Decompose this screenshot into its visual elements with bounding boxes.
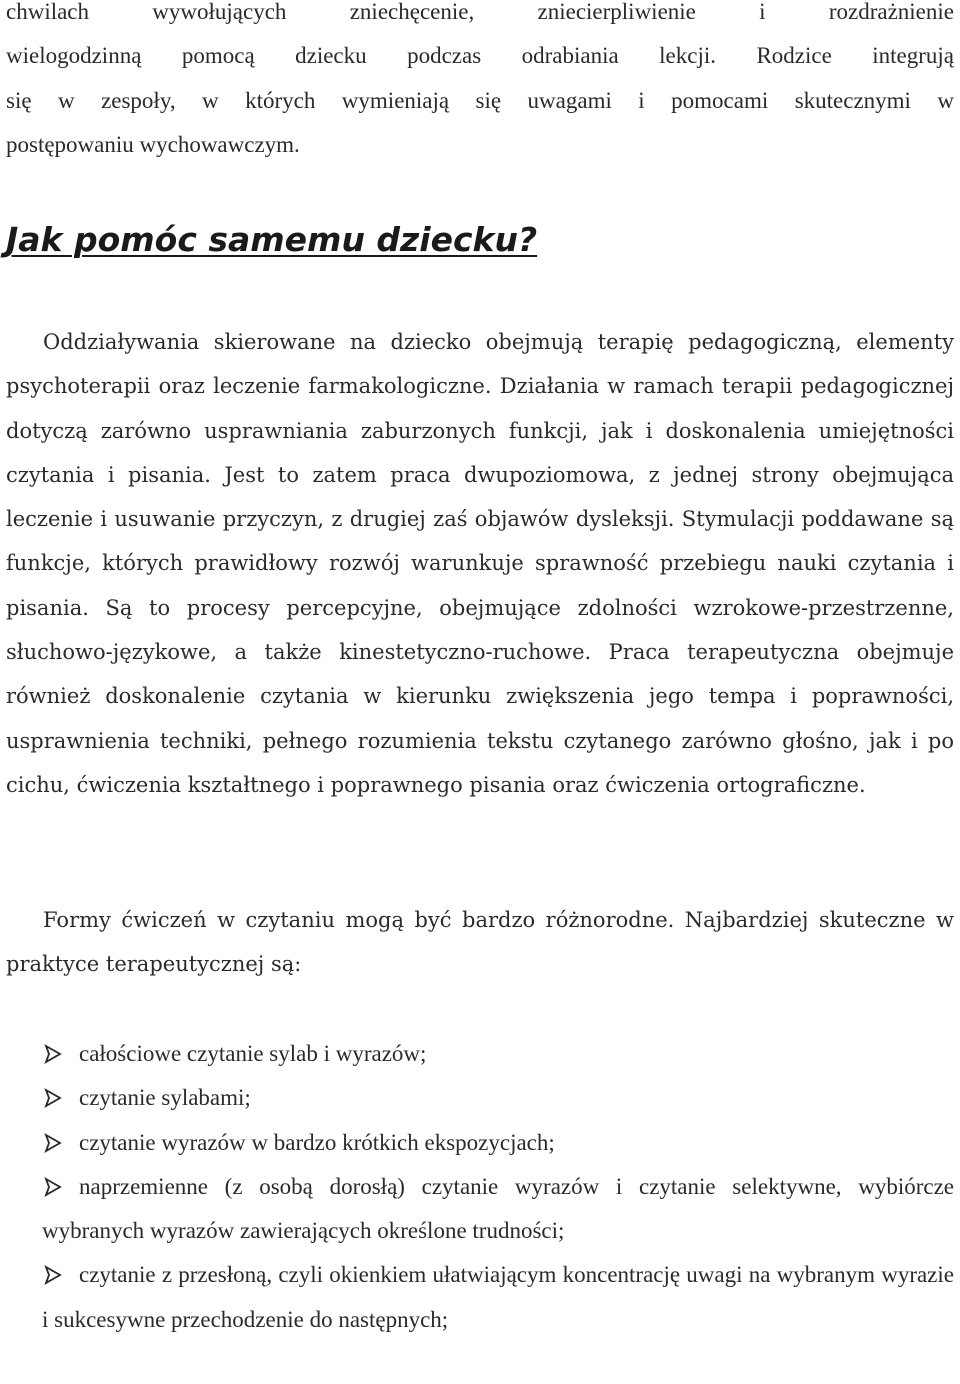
- intro-line-4: postępowaniu wychowawczym.: [6, 131, 300, 157]
- paragraph-exercise-forms: Formy ćwiczeń w czytaniu mogą być bardzo różnorodne. Najbardziej skuteczne w praktyce terapeutycznej są:: [6, 908, 954, 977]
- list-item-text: naprzemienne (z osobą dorosłą) czytanie wyrazów i czytanie selektywne, wybiórcze wybranych wyrazów zawierających określone trudności;: [42, 1173, 954, 1244]
- paragraph-therapy: Oddziaływania skierowane na dziecko obejmują terapię pedagogiczną, elementy psychoterapii oraz leczenie farmakologiczne. Działania w ramach terapii pedagogicznej dotyczą zarówno usprawniania zaburzonych funkcji, jak i doskonalenia umiejętności czytania i pisania. Jest to zatem praca dwupoziomowa, z jednej strony obejmująca leczenie i usuwanie przyczyn, z drugiej zaś objawów dysleksji. Stymulacji poddawane są funkcje, których prawidłowy rozwój warunkuje sprawność przebiegu nauki czytania i pisania. Są to procesy percepcyjne, obejmujące zdolności wzrokowe-przestrzenne, słuchowo-językowe, a także kinestetyczno-ruchowe. Praca terapeutyczna obejmuje również doskonalenie czytania w kierunku zwiększenia jego tempa i poprawności, usprawnienia techniki, pełnego rozumienia tekstu czytanego zarówno głośno, jak i po cichu, ćwiczenia kształtnego i poprawnego pisania oraz ćwiczenia ortograficzne.: [6, 330, 954, 797]
- list-item-text: czytanie sylabami;: [79, 1085, 251, 1111]
- intro-line-1: chwilach wywołujących zniechęcenie, zniecierpliwienie i rozdrażnienie: [6, 0, 954, 24]
- section-heading: Jak pomóc samemu dziecku?: [6, 220, 538, 259]
- exercise-list: [6, 1032, 954, 1342]
- list-item: [6, 1076, 954, 1120]
- list-item: [6, 1253, 954, 1342]
- arrowhead-bullet-icon: [43, 1133, 63, 1153]
- list-item: [6, 1165, 954, 1254]
- list-item-text: czytanie wyrazów w bardzo krótkich ekspozycjach;: [79, 1129, 555, 1155]
- intro-paragraph: [6, 0, 954, 167]
- arrowhead-bullet-icon: [43, 1044, 63, 1064]
- arrowhead-bullet-icon: [43, 1088, 63, 1108]
- list-item-text: całościowe czytanie sylab i wyrazów;: [79, 1041, 427, 1066]
- arrowhead-bullet-icon: [43, 1177, 63, 1197]
- list-item-text: czytanie z przesłoną, czyli okienkiem ułatwiającym koncentrację uwagi na wybranym wyrazie i sukcesywne przechodzenie do następnych;: [42, 1262, 954, 1332]
- list-item: [6, 1121, 954, 1165]
- list-item: [6, 1032, 954, 1076]
- arrowhead-bullet-icon: [43, 1265, 63, 1285]
- intro-line-2: wielogodzinną pomocą dziecku podczas odrabiania lekcji. Rodzice integrują: [6, 43, 954, 69]
- intro-line-3: się w zespoły, w których wymieniają się uwagami i pomocami skutecznymi w: [6, 87, 954, 113]
